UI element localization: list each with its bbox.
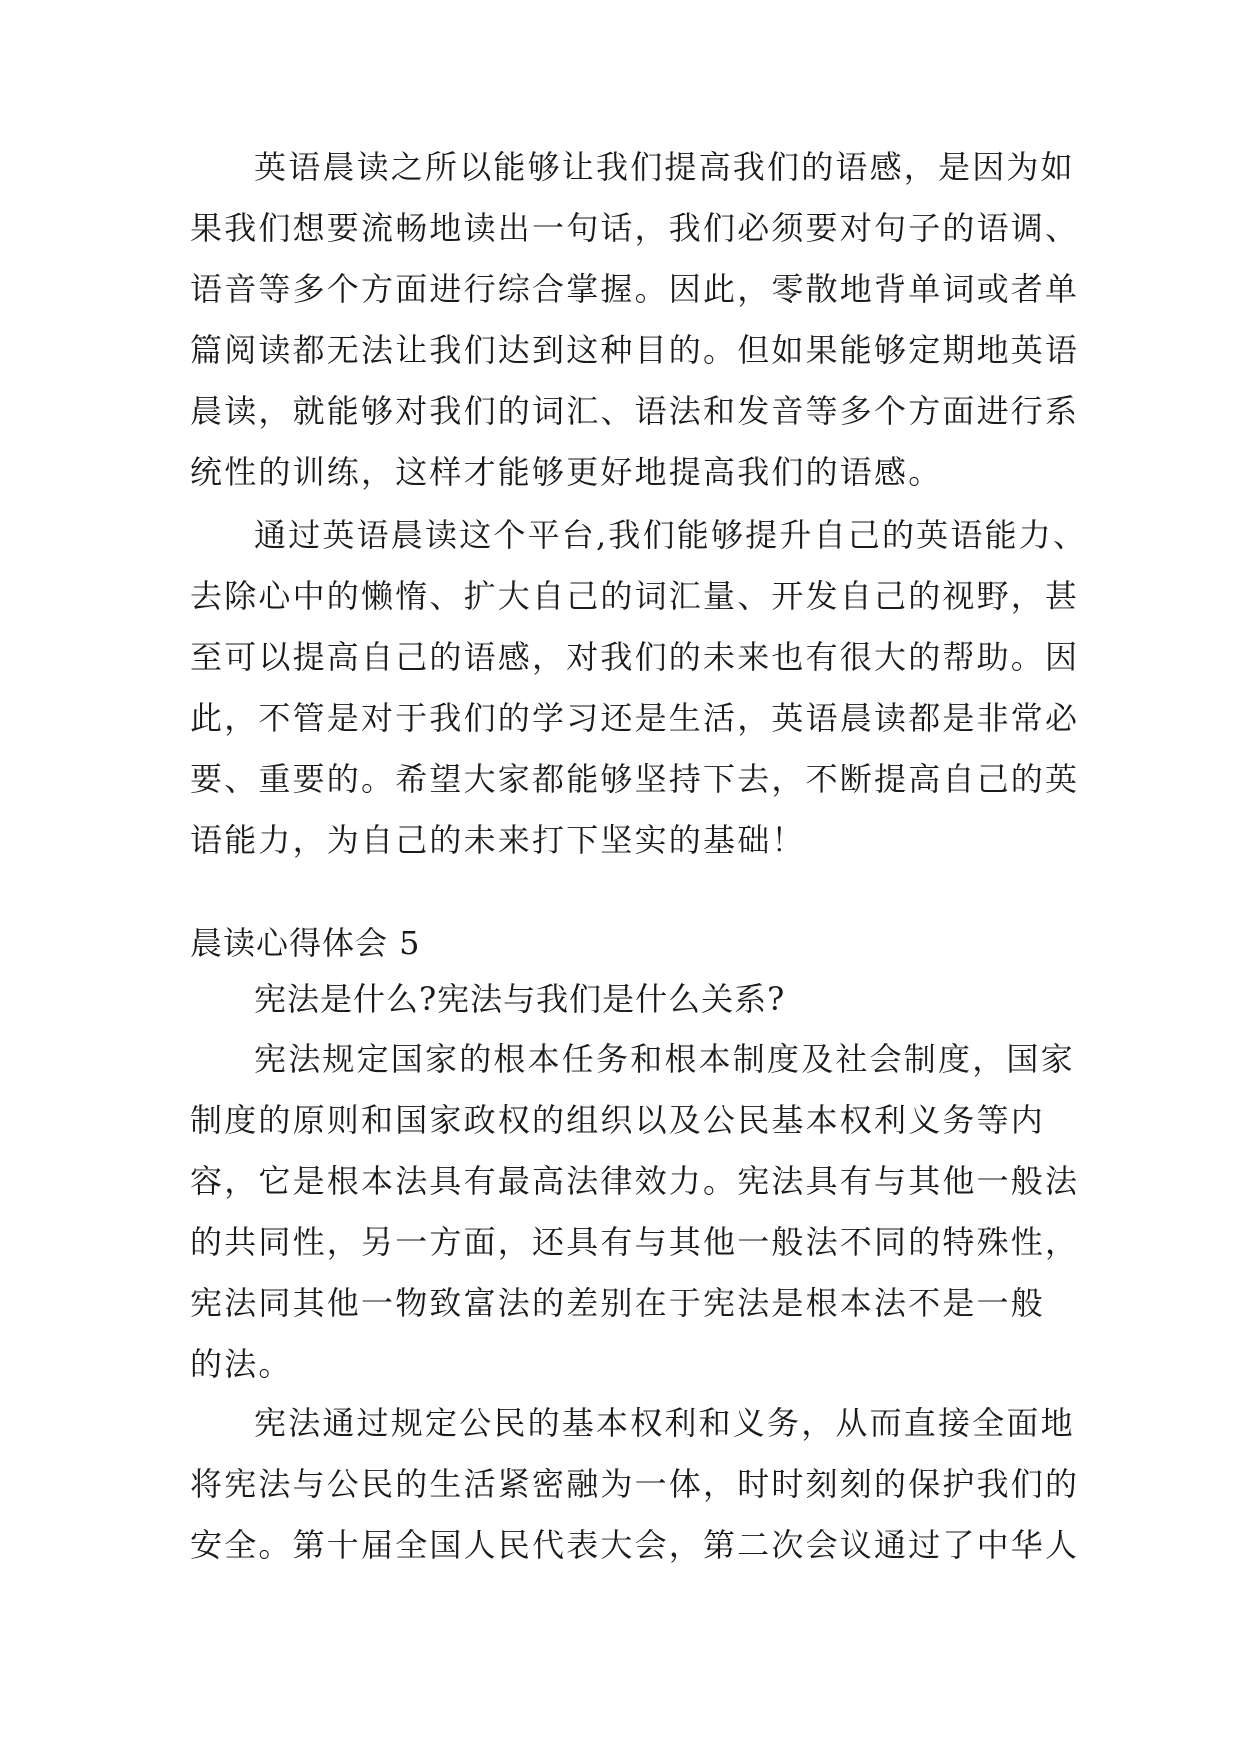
paragraph-morning-reading-benefits	[190, 505, 1088, 871]
question-line: 宪法是什么?宪法与我们是什么关系?	[254, 980, 786, 1018]
text-line: 宪法通过规定公民的基本权利和义务，从而直接全面地	[254, 1404, 1075, 1442]
text-line: 容，它是根本法具有最高法律效力。宪法具有与其他一般法	[190, 1162, 1080, 1200]
text-line: 将宪法与公民的生活紧密融为一体，时时刻刻的保护我们的	[190, 1465, 1080, 1503]
text-line: 制度的原则和国家政权的组织以及公民基本权利义务等内	[190, 1101, 1046, 1139]
text-line: 英语晨读之所以能够让我们提高我们的语感，是因为如	[254, 148, 1075, 186]
text-line: 篇阅读都无法让我们达到这种目的。但如果能够定期地英语	[190, 331, 1080, 369]
text-line: 去除心中的懒惰、扩大自己的词汇量、开发自己的视野，甚	[190, 577, 1080, 615]
text-line: 的法。	[190, 1345, 293, 1383]
text-line: 晨读，就能够对我们的词汇、语法和发音等多个方面进行系	[190, 392, 1080, 430]
text-line: 至可以提高自己的语感，对我们的未来也有很大的帮助。因	[190, 638, 1080, 676]
text-line: 语能力，为自己的未来打下坚实的基础！	[190, 821, 806, 859]
text-line: 的共同性，另一方面，还具有与其他一般法不同的特殊性，	[190, 1223, 1080, 1261]
text-line: 宪法同其他一物致富法的差别在于宪法是根本法不是一般	[190, 1284, 1046, 1322]
text-line: 统性的训练，这样才能够更好地提高我们的语感。	[190, 453, 943, 491]
text-line: 安全。第十届全国人民代表大会，第二次会议通过了中华人	[190, 1526, 1080, 1564]
text-line: 通过英语晨读这个平台,我们能够提升自己的英语能力、	[254, 516, 1088, 554]
text-line: 语音等多个方面进行综合掌握。因此，零散地背单词或者单	[190, 270, 1080, 308]
text-line: 宪法规定国家的根本任务和根本制度及社会制度，国家	[254, 1040, 1075, 1078]
text-line: 此，不管是对于我们的学习还是生活，英语晨读都是非常必	[190, 699, 1080, 737]
paragraph-morning-reading-sense	[190, 137, 1080, 503]
text-line: 果我们想要流畅地读出一句话，我们必须要对句子的语调、	[190, 209, 1080, 247]
text-line: 要、重要的。希望大家都能够坚持下去，不断提高自己的英	[190, 760, 1080, 798]
paragraph-constitution-definition	[190, 1029, 1080, 1395]
section-heading: 晨读心得体会 5	[190, 924, 421, 962]
paragraph-constitution-citizens	[190, 1393, 1080, 1576]
